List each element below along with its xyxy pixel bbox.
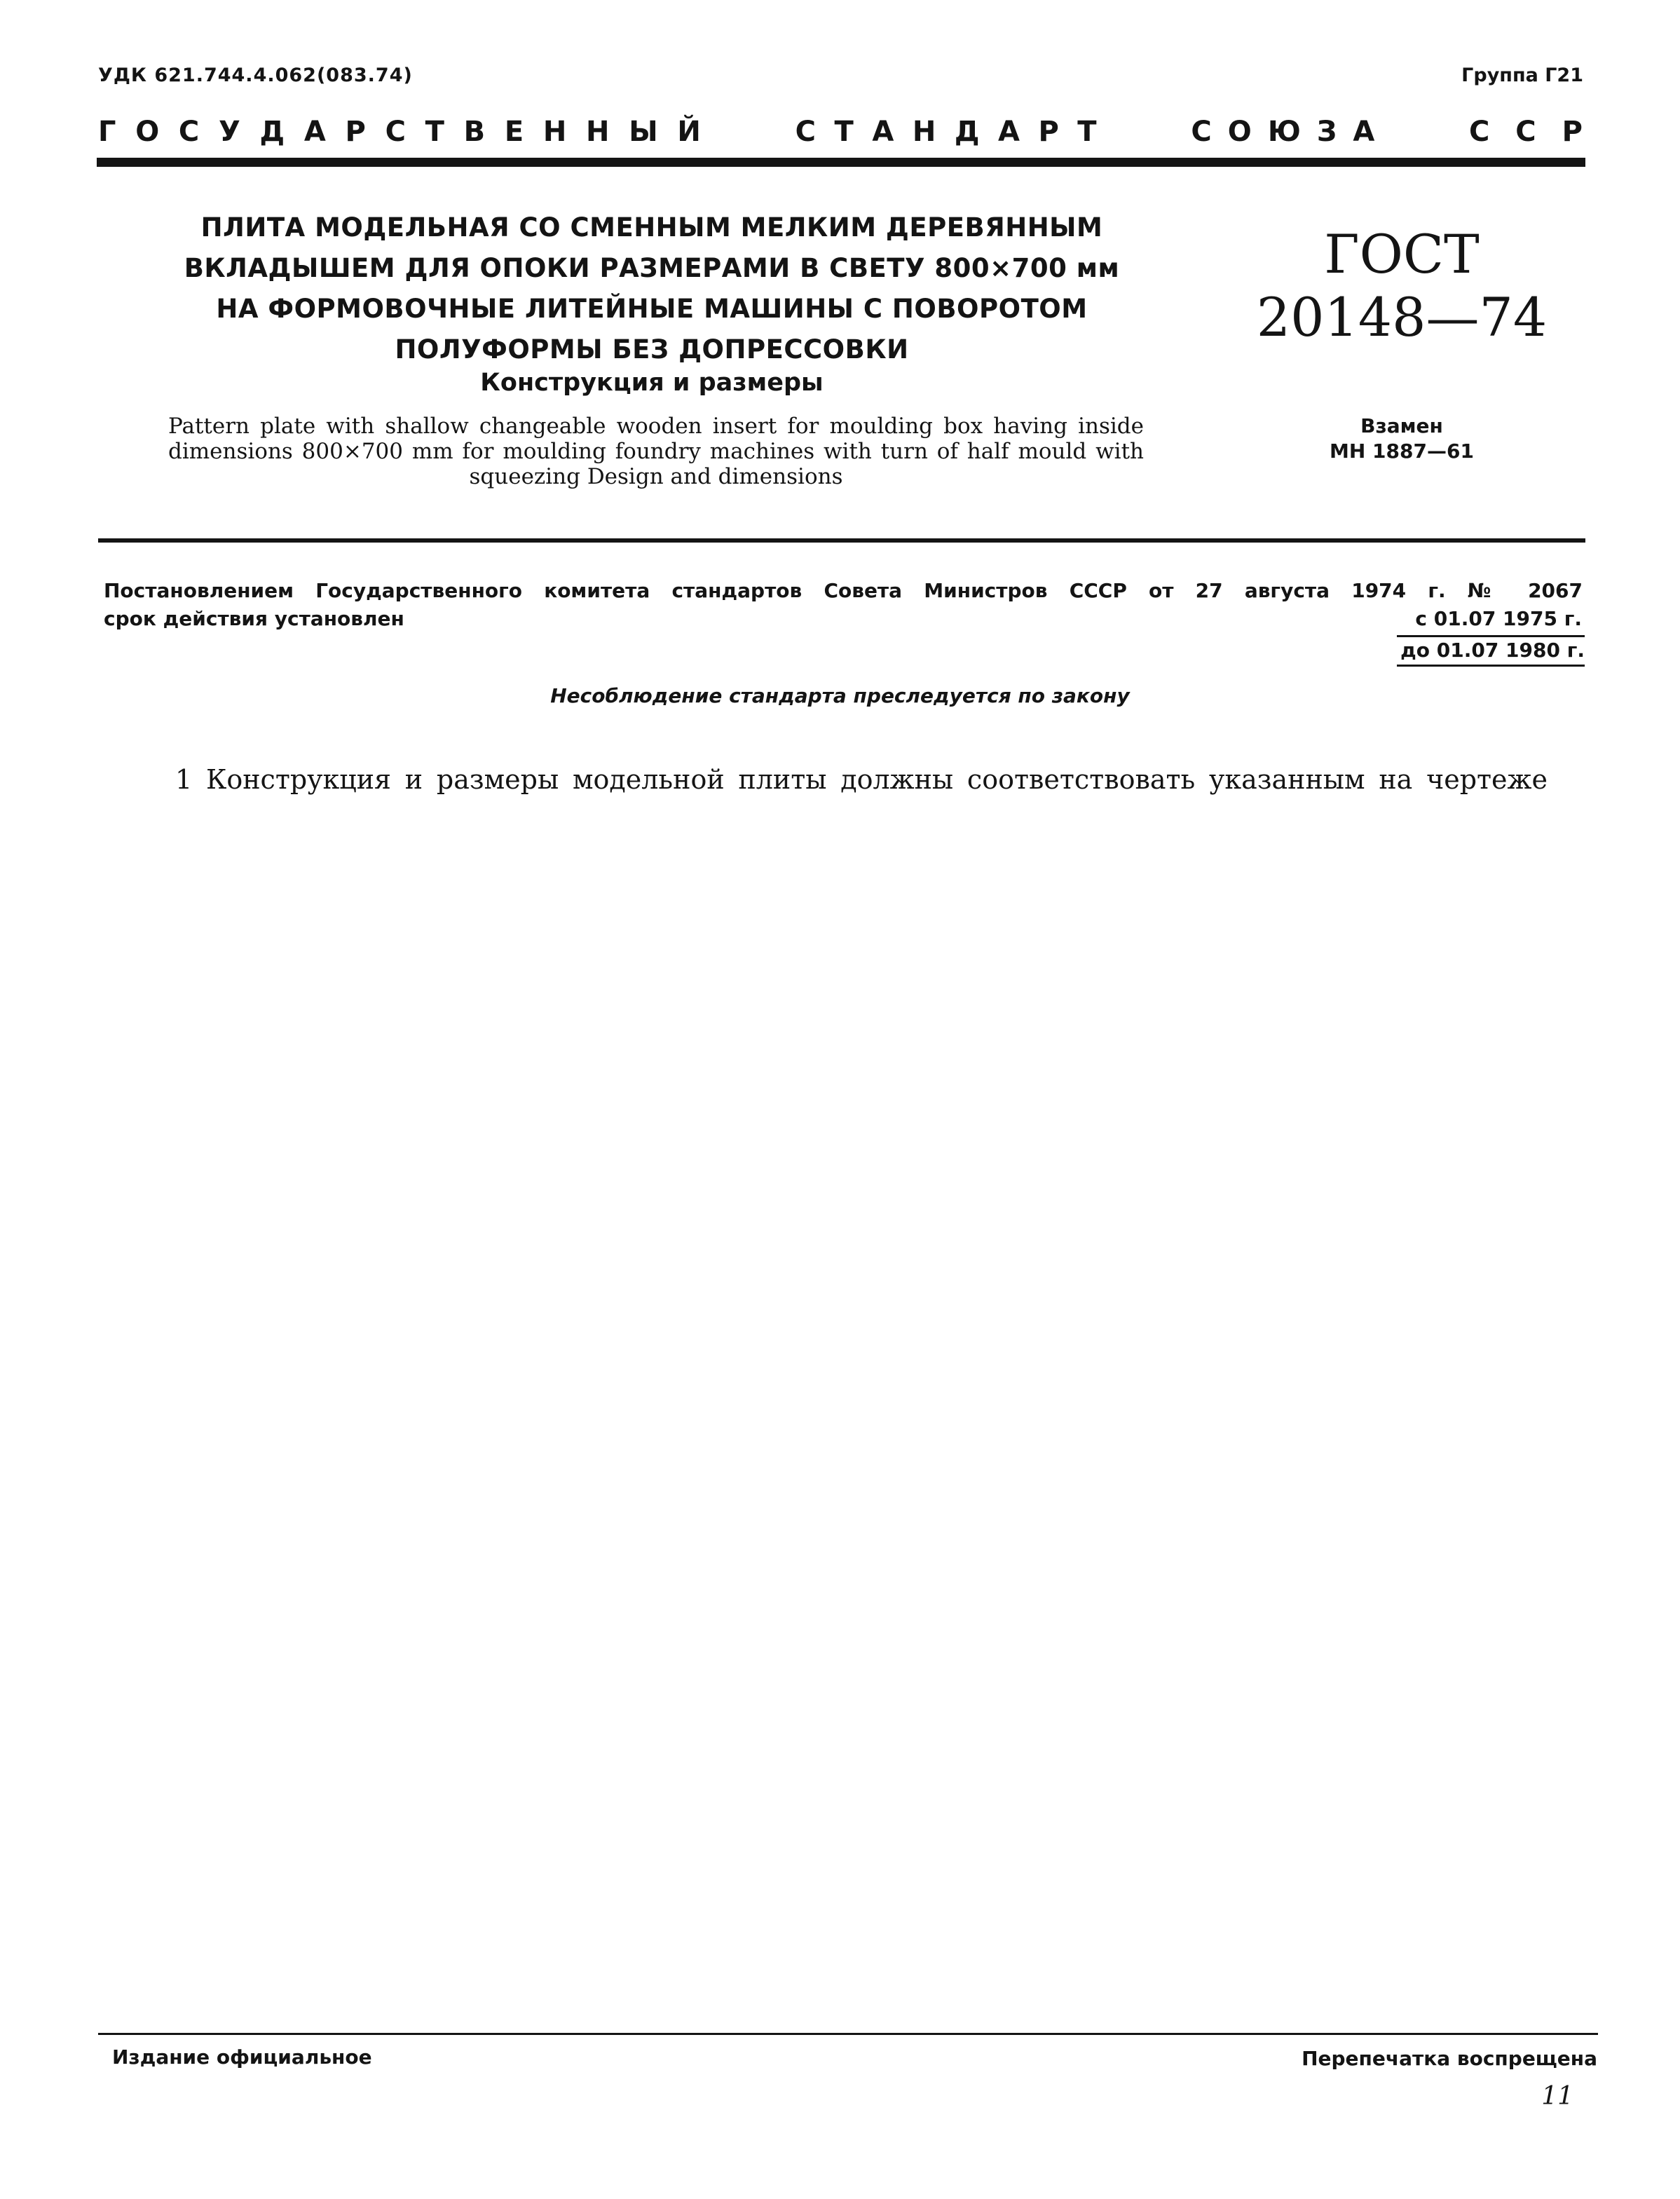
banner-letter: О — [135, 116, 160, 148]
group-code: Группа Г21 — [1461, 64, 1583, 86]
standard-subtitle: Конструкция и размеры — [480, 369, 824, 397]
banner-letter: Т — [834, 116, 854, 148]
banner-letter: А — [872, 116, 894, 148]
banner-letter: О — [1227, 116, 1252, 148]
banner-letter: Н — [542, 116, 567, 148]
banner-letter: Т — [1077, 116, 1097, 148]
footer-rule — [98, 2033, 1598, 2035]
validity-label: срок действия установлен — [104, 607, 404, 630]
banner-letter: В — [463, 116, 486, 148]
banner-word-1 — [98, 116, 701, 148]
reprint-prohibited-label: Перепечатка воспрещена — [1302, 2047, 1597, 2070]
title-line: НА ФОРМОВОЧНЫЕ ЛИТЕЙНЫЕ МАШИНЫ С ПОВОРОТОМ — [216, 294, 1088, 324]
section-rule — [98, 538, 1585, 543]
banner-letter: А — [1353, 116, 1375, 148]
gost-number: 20148—74 — [1256, 286, 1548, 348]
header-rule — [97, 158, 1585, 167]
replaces-value: МН 1887—61 — [1330, 440, 1474, 463]
banner-letter: С — [1468, 116, 1490, 148]
udk-code: УДК 621.744.4.062(083.74) — [98, 64, 413, 86]
banner-letter: Т — [425, 116, 444, 148]
title-line: ПЛИТА МОДЕЛЬНАЯ СО СМЕННЫМ МЕЛКИМ ДЕРЕВЯННЫМ — [200, 212, 1103, 243]
validity-from: с 01.07 1975 г. — [1415, 607, 1582, 630]
banner-letter: Н — [912, 116, 936, 148]
title-line: ВКЛАДЫШЕМ ДЛЯ ОПОКИ РАЗМЕРАМИ В СВЕТУ 800×700 мм — [184, 253, 1120, 283]
banner-word-2 — [795, 116, 1097, 148]
banner-letter: А — [303, 116, 326, 148]
banner-letter: С — [1515, 116, 1536, 148]
gost-designation — [1255, 223, 1549, 349]
banner-letter: Ю — [1267, 116, 1301, 148]
state-standard-banner — [98, 114, 1583, 150]
banner-letter: З — [1316, 116, 1337, 148]
banner-letter: Р — [345, 116, 366, 148]
replaces-label: Взамен — [1360, 414, 1443, 437]
decree-text: Постановлением Государственного комитета стандартов Совета Министров СССР от 27 августа 1974 г. № 2067 — [104, 579, 1583, 602]
banner-word-4 — [1469, 116, 1583, 148]
english-title: Pattern plate with shallow changeable wooden insert for moulding box having inside dimensions 800×700 mm for moulding foundry machines with turn of half mould with squeezing Design and dimensions — [168, 414, 1144, 489]
body-paragraph: 1 Конструкция и размеры модельной плиты должны соответствовать указанным на чертеже — [175, 764, 1548, 795]
replaces-block — [1290, 414, 1514, 464]
banner-letter: Н — [586, 116, 610, 148]
banner-letter: С — [1191, 116, 1212, 148]
banner-letter: А — [997, 116, 1020, 148]
standard-title — [168, 207, 1135, 370]
banner-letter: С — [178, 116, 200, 148]
validity-to: до 01.07 1980 г. — [1397, 635, 1585, 667]
title-line: ПОЛУФОРМЫ БЕЗ ДОПРЕССОВКИ — [395, 334, 909, 365]
banner-letter: Р — [1562, 116, 1583, 148]
banner-letter: Й — [677, 116, 701, 148]
legal-notice: Несоблюдение стандарта преследуется по закону — [550, 684, 1130, 707]
page-number: 11 — [1541, 2082, 1573, 2111]
banner-letter: Д — [259, 116, 285, 148]
banner-word-3 — [1191, 116, 1374, 148]
banner-letter: Е — [504, 116, 524, 148]
banner-letter: У — [218, 116, 240, 148]
banner-letter: Г — [98, 116, 116, 148]
banner-letter: Р — [1038, 116, 1059, 148]
banner-letter: С — [385, 116, 406, 148]
official-edition-label: Издание официальное — [112, 2045, 372, 2069]
banner-letter: С — [795, 116, 817, 148]
banner-letter: Д — [954, 116, 980, 148]
gost-label: ГОСТ — [1324, 223, 1480, 285]
banner-letter: Ы — [629, 116, 658, 148]
